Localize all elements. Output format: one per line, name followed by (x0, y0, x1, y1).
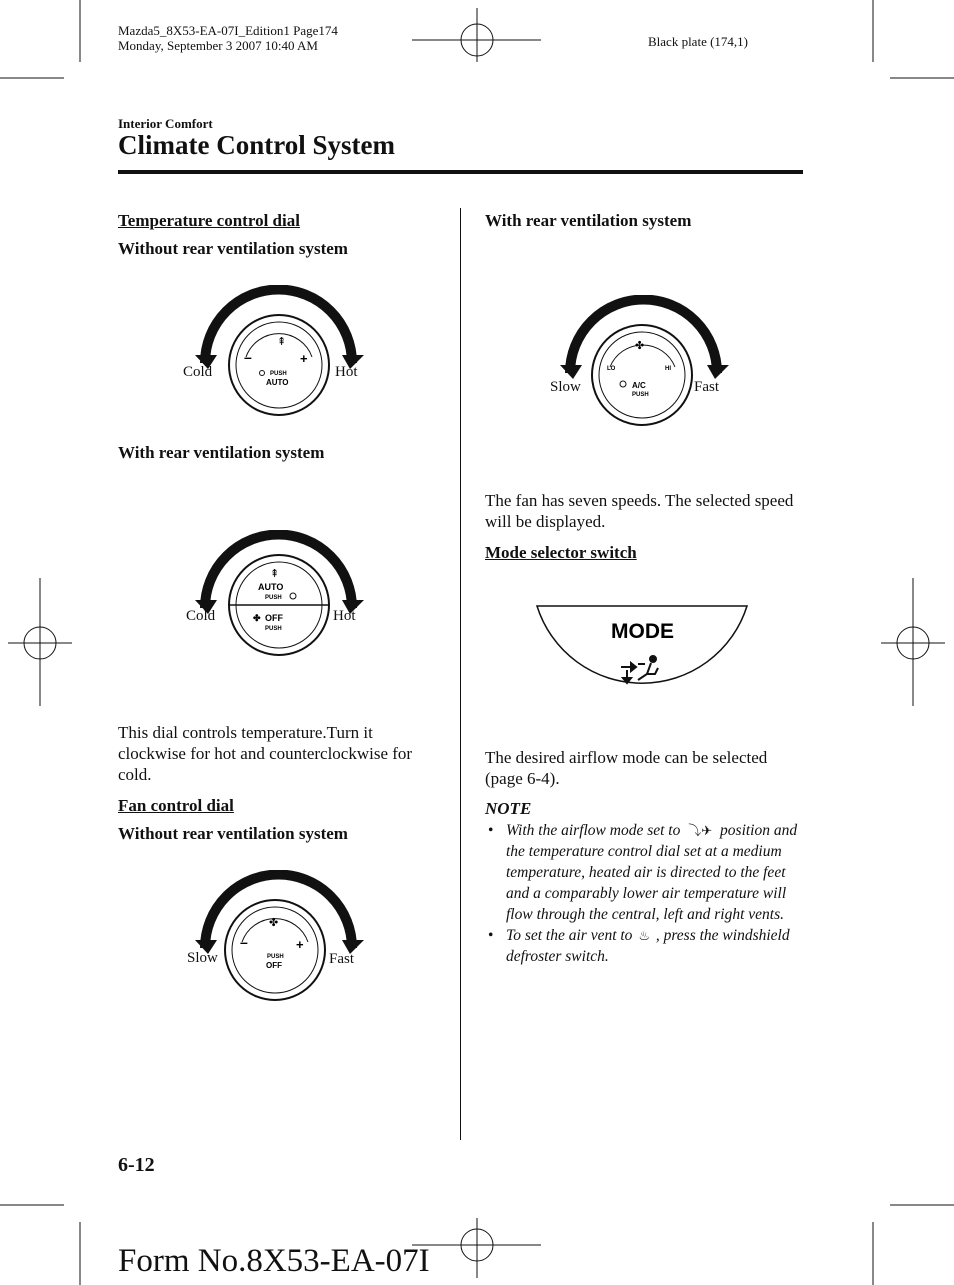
defroster-icon: ♨ (638, 928, 650, 943)
file-info-line1: Mazda5_8X53-EA-07I_Edition1 Page174 (118, 23, 338, 38)
fan-without-heading: Without rear ventilation system (118, 824, 348, 843)
note2-text-b: , press the windshield defroster switch. (506, 927, 790, 965)
dial4-label-right: Fast (694, 379, 720, 395)
dial2-push2: PUSH (265, 626, 282, 632)
dial1-auto: AUTO (266, 378, 289, 387)
title-rule (118, 170, 803, 174)
dial2-auto: AUTO (258, 582, 284, 592)
temp-description: This dial controls temperature.Turn it clockwise for hot and counterclockwise for cold. (118, 723, 413, 784)
dial1-label-left: Cold (183, 364, 213, 380)
form-number: Form No.8X53-EA-07I (118, 1243, 430, 1279)
note1-text-a: With the airflow mode set to (506, 822, 681, 839)
page-number: 6-12 (118, 1154, 155, 1176)
note-heading: NOTE (485, 799, 532, 818)
dial2-off: OFF (265, 613, 283, 623)
note-item-1: • With the airflow mode set to ⤵✈ position and the temperature control dial set at a medium temperature, heated air is directed to the feet and a comparably lower air temperature will flow through the central, left and right vents. (488, 822, 798, 923)
svg-text:✤: ✤ (635, 340, 645, 352)
svg-text:+: + (300, 351, 308, 366)
file-info-line2: Monday, September 3 2007 10:40 AM (118, 38, 318, 53)
fan-dial-rear-illustration (555, 295, 735, 430)
fan-with-heading: With rear ventilation system (485, 211, 692, 230)
dial2-label-right: Hot (333, 608, 356, 624)
mode-description: The desired airflow mode can be selected (page 6-4). (485, 748, 768, 788)
fan-dial-illustration (190, 870, 370, 1005)
dial1-label-right: Hot (335, 364, 358, 380)
dial4-lo: LO (607, 366, 616, 372)
svg-text:✤: ✤ (269, 917, 279, 929)
fan-dial-heading: Fan control dial (118, 796, 234, 815)
dial3-off: OFF (266, 961, 282, 970)
mode-switch-illustration (535, 602, 750, 712)
section-label: Interior Comfort (118, 116, 213, 131)
svg-text:+: + (296, 937, 304, 952)
svg-text:⇞: ⇞ (270, 568, 280, 580)
svg-text:✤: ✤ (253, 613, 261, 623)
dial4-label-left: Slow (550, 379, 581, 395)
note-list (488, 820, 801, 967)
svg-text:⇞: ⇞ (277, 336, 287, 348)
dial1-push: PUSH (270, 371, 287, 377)
plate-info: Black plate (174,1) (648, 34, 748, 49)
column-divider (460, 208, 461, 1140)
temp-dial-heading: Temperature control dial (118, 211, 300, 230)
temp-dial-illustration (190, 285, 370, 420)
dial3-label-right: Fast (329, 951, 355, 967)
temp-with-heading: With rear ventilation system (118, 443, 325, 462)
dial4-push: PUSH (632, 392, 649, 398)
note-item-2: • To set the air vent to ♨ , press the windshield defroster switch. (488, 927, 790, 965)
temp-dial-rear-illustration (190, 530, 370, 665)
dial2-label-left: Cold (186, 608, 216, 624)
fan-description: The fan has seven speeds. The selected speed will be displayed. (485, 491, 794, 531)
mode-switch-label: MODE (611, 620, 674, 643)
note2-text-a: To set the air vent to (506, 927, 633, 944)
temp-without-heading: Without rear ventilation system (118, 239, 348, 258)
mode-selector-heading: Mode selector switch (485, 543, 637, 562)
dial2-push1: PUSH (265, 595, 282, 601)
dial4-hi: HI (665, 366, 671, 372)
dial3-push: PUSH (267, 954, 284, 960)
file-info (118, 23, 338, 53)
svg-text:–: – (240, 934, 248, 950)
dial3-label-left: Slow (187, 950, 218, 966)
page-title: Climate Control System (118, 130, 395, 160)
svg-text:–: – (244, 349, 252, 365)
note1-text-b: position and the temperature control dial set at a medium temperature, heated air is directed to the feet and a comparably lower air temperature will flow through the central, left and right vents. (506, 822, 798, 923)
dial4-ac: A/C (632, 381, 646, 390)
floor-face-icon: ⤵✈ (688, 823, 713, 838)
